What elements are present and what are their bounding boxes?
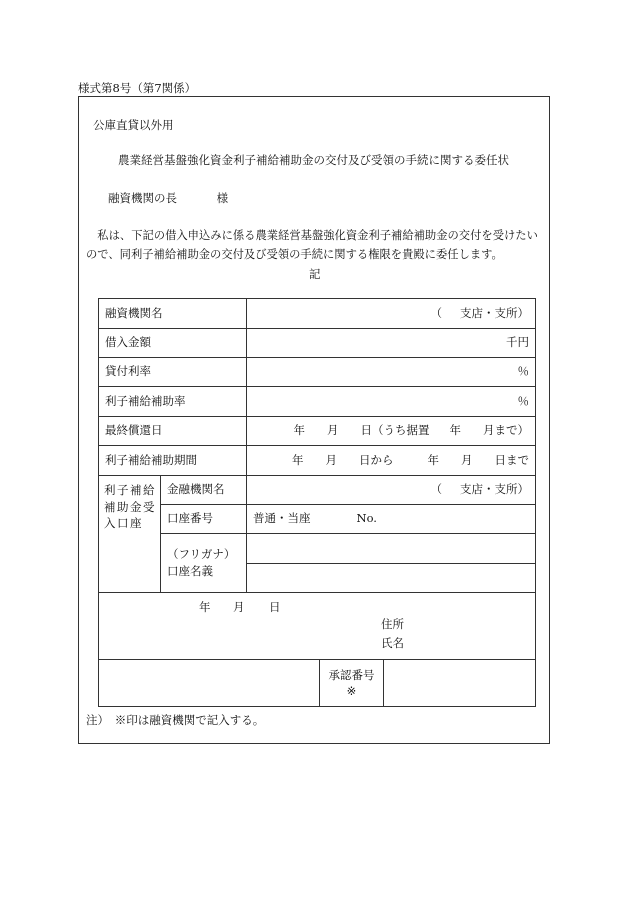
account-number-value[interactable] [247, 505, 536, 534]
holder-value[interactable] [247, 564, 536, 593]
account-group-label-1: 利子補給 [104, 483, 156, 497]
lender-label: 融資機関名 [99, 299, 247, 329]
subsidy-rate-label: 利子補給補助率 [99, 387, 247, 417]
final-day: 日（うち据置 [360, 423, 430, 438]
row-account-number [99, 505, 536, 534]
approval-value[interactable] [384, 660, 535, 707]
period-year2: 年 [427, 452, 439, 467]
row-rate [99, 358, 536, 387]
category-label: 公庫直貸以外用 [93, 118, 174, 132]
sig-day: 日 [269, 600, 281, 614]
amount-label: 借入金額 [99, 329, 247, 358]
approval-row [99, 660, 536, 707]
furigana-value[interactable] [247, 534, 536, 564]
account-number-label: 口座番号 [161, 505, 247, 534]
account-group-label [99, 476, 161, 593]
amount-value[interactable]: 千円 [247, 329, 536, 358]
bank-value[interactable] [247, 476, 536, 505]
period-day-from: 日から [359, 452, 394, 467]
row-amount [99, 329, 536, 358]
sig-year: 年 [199, 600, 211, 614]
lender-paren: （ [430, 305, 442, 320]
account-group-label-3: 入口座 [104, 516, 143, 531]
lender-branch: 支店・支所） [460, 305, 529, 320]
holder-label: 口座名義 [167, 564, 213, 578]
period-month: 月 [325, 452, 337, 467]
approval-label: 承認番号 [328, 668, 375, 682]
account-type: 普通・当座 [253, 511, 311, 526]
signature-cell[interactable] [99, 593, 536, 660]
addressee [108, 190, 228, 206]
final-repayment-value[interactable] [247, 417, 536, 446]
lender-value[interactable] [247, 299, 536, 329]
row-subsidy-period [99, 446, 536, 476]
final-year2: 年 [449, 423, 461, 438]
subsidy-period-value[interactable] [247, 446, 536, 476]
sig-address-label: 住所 [381, 617, 404, 631]
document-title: 農業経営基盤強化資金利子補給補助金の交付及び受領の手続に関する委任状 [118, 153, 509, 167]
bank-label: 金融機関名 [161, 476, 247, 505]
subsidy-period-label: 利子補給補助期間 [99, 446, 247, 476]
final-year: 年 [293, 423, 305, 438]
final-repayment-label: 最終償還日 [99, 417, 247, 446]
bank-paren: （ [430, 482, 442, 497]
row-signature [99, 593, 536, 660]
period-day-to: 日まで [494, 452, 529, 467]
subsidy-rate-value[interactable]: ％ [247, 387, 536, 417]
footnote: 注） ※印は融資機関で記入する。 [86, 713, 265, 727]
account-group-label-2: 補助金受 [104, 499, 156, 514]
approval-label-cell [320, 668, 383, 699]
row-lender [99, 299, 536, 329]
row-subsidy-rate [99, 387, 536, 417]
bank-branch: 支店・支所） [460, 482, 529, 497]
sig-name-label: 氏名 [381, 636, 404, 650]
form-number: 様式第8号（第7関係） [78, 81, 197, 95]
addressee-honorific: 様 [216, 191, 229, 205]
sig-month: 月 [233, 600, 245, 614]
addressee-label: 融資機関の長 [108, 191, 177, 205]
body-text-line-1: 私は、下記の借入申込みに係る農業経営基盤強化資金利子補給補助金の交付を受けたい [86, 229, 538, 242]
application-table [98, 298, 536, 707]
rate-value[interactable]: ％ [247, 358, 536, 387]
final-month-close: 月まで） [483, 423, 529, 438]
account-holder-label [161, 534, 247, 593]
account-no-label: No. [356, 511, 377, 526]
period-month2: 月 [461, 452, 473, 467]
period-year: 年 [292, 452, 304, 467]
ki-heading: 記 [309, 267, 321, 281]
body-text-line-2: ので、同利子補給補助金の交付及び受領の手続に関する権限を貴殿に委任します。 [86, 248, 503, 261]
row-account-holder-furigana [99, 534, 536, 564]
final-month: 月 [327, 423, 339, 438]
row-account-bank [99, 476, 536, 505]
row-final-repayment [99, 417, 536, 446]
furigana-label: （フリガナ） [167, 546, 236, 561]
row-approval [99, 660, 536, 707]
rate-label: 貸付利率 [99, 358, 247, 387]
approval-mark: ※ [346, 683, 357, 698]
